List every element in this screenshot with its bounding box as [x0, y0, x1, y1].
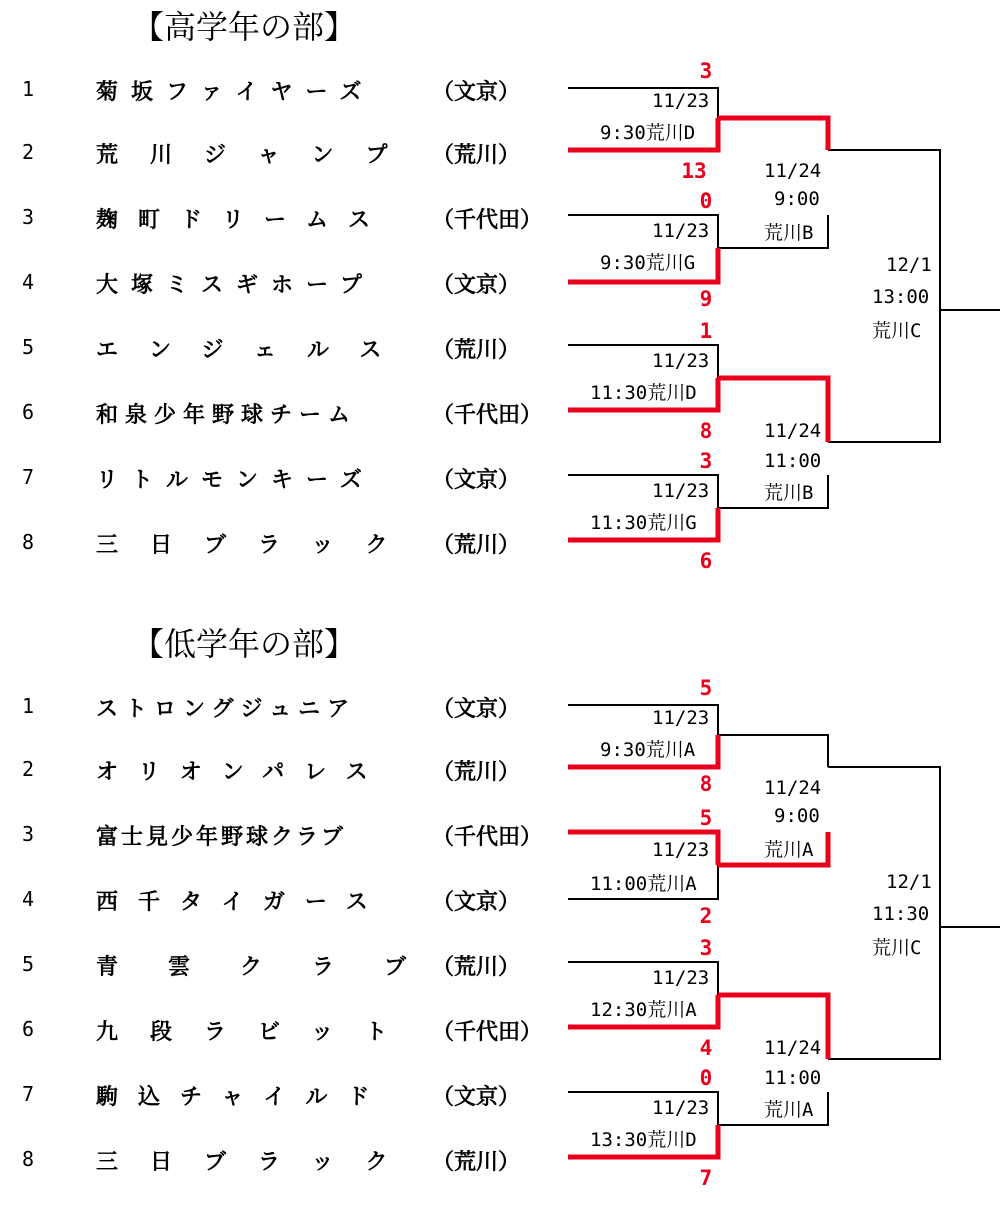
upper-team3-ward: （千代田）	[432, 208, 543, 233]
lower-m2-score-top: 5	[699, 806, 713, 830]
name-text: 青雲クラブ	[96, 955, 457, 980]
upper-team2-name	[96, 138, 461, 169]
upper-m3-time-venue: 11:30荒川D	[590, 382, 697, 404]
lower-team3-ward: （千代田）	[432, 825, 543, 850]
upper-team4-name	[96, 268, 461, 299]
upper-m1-time-venue: 9:30荒川D	[600, 122, 696, 144]
lower-m4-score-bottom: 7	[699, 1166, 713, 1190]
upper-m2-date: 11/23	[652, 220, 710, 242]
lower-team2-name	[96, 755, 461, 786]
name-text: 駒込チャイルド	[96, 1085, 390, 1110]
lower-m1-score-bottom: 8	[699, 772, 713, 796]
lower-team7-ward: （文京）	[432, 1085, 521, 1110]
upper-winner-line-semi1	[718, 118, 828, 150]
lower-team8-num: 8	[21, 1147, 35, 1171]
lower-team8-ward: （荒川）	[432, 1150, 521, 1175]
lower-bracket	[0, 617, 1000, 1217]
lower-m3-score-bottom: 4	[699, 1036, 713, 1060]
name-text: 荒川ジャンプ	[96, 143, 420, 168]
upper-team8-num: 8	[21, 530, 35, 554]
upper-m3-score-bottom: 8	[699, 419, 713, 443]
name-text: 麹町ドリームス	[96, 208, 391, 233]
lower-semi1-time: 9:00	[774, 805, 820, 827]
lower-title: 【低学年の部】	[132, 625, 357, 663]
lower-m2-date: 11/23	[652, 839, 710, 861]
lower-m2-score-bottom: 2	[699, 904, 713, 928]
name-text: ストロングジュニア	[96, 697, 357, 722]
lower-team5-name	[96, 950, 461, 981]
lower-team4-num: 4	[21, 887, 35, 911]
upper-m4-score-top: 3	[699, 449, 713, 473]
upper-m3-date: 11/23	[652, 350, 710, 372]
upper-m1-score-bottom: 13	[681, 159, 707, 183]
lower-final-date: 12/1	[886, 871, 932, 893]
lower-team5-num: 5	[21, 952, 35, 976]
upper-m4-score-bottom: 6	[699, 549, 713, 573]
lower-m4-time-venue: 13:30荒川D	[590, 1129, 697, 1151]
upper-m2-time-venue: 9:30荒川G	[600, 252, 696, 274]
name-text: 大塚ミスギホープ	[96, 273, 375, 298]
upper-semi2-venue: 荒川B	[764, 482, 814, 504]
upper-team6-ward: （千代田）	[432, 403, 543, 428]
lower-semi1-venue: 荒川A	[764, 839, 814, 861]
upper-m4-date: 11/23	[652, 480, 710, 502]
name-text: 菊坂ファイヤーズ	[96, 80, 375, 105]
name-text: 九段ラビット	[96, 1020, 420, 1045]
lower-m4-score-top: 0	[699, 1066, 713, 1090]
upper-final-date: 12/1	[886, 254, 932, 276]
upper-team8-ward: （荒川）	[432, 533, 521, 558]
lower-m3-score-top: 3	[699, 936, 713, 960]
upper-team8-name	[96, 528, 461, 559]
upper-team7-name	[96, 463, 461, 494]
lower-semi2-venue: 荒川A	[764, 1099, 814, 1121]
name-text: オリオンパレス	[96, 760, 388, 785]
upper-team6-name	[96, 398, 461, 429]
lower-team8-name	[96, 1145, 461, 1176]
upper-final-venue: 荒川C	[872, 320, 922, 342]
upper-team1-name	[96, 75, 414, 106]
upper-m1-score-top: 3	[699, 59, 713, 83]
lower-team7-name	[96, 1080, 461, 1111]
upper-semi1-time: 9:00	[774, 188, 820, 210]
name-text: エンジェルス	[96, 338, 413, 363]
lower-final-venue: 荒川C	[872, 937, 922, 959]
upper-team7-ward: （文京）	[432, 468, 521, 493]
upper-team3-num: 3	[21, 205, 35, 229]
lower-semi2-time: 11:00	[764, 1067, 822, 1089]
lower-team1-name	[96, 692, 461, 723]
lower-m2-time-venue: 11:00荒川A	[590, 873, 697, 895]
lower-m1-score-top: 5	[699, 676, 713, 700]
lower-team2-num: 2	[21, 757, 35, 781]
name-text: 富士見少年野球クラブ	[96, 825, 347, 850]
upper-team7-num: 7	[21, 465, 35, 489]
lower-team7-num: 7	[21, 1082, 35, 1106]
lower-team1-ward: （文京）	[432, 697, 521, 722]
upper-team1-num: 1	[21, 77, 35, 101]
lower-team6-name	[96, 1015, 461, 1046]
lower-m3-date: 11/23	[652, 967, 710, 989]
upper-m2-score-bottom: 9	[699, 287, 713, 311]
upper-m2-score-top: 0	[699, 189, 713, 213]
lower-m1-date: 11/23	[652, 707, 710, 729]
name-text: リトルモンキーズ	[96, 468, 375, 493]
upper-team1-ward: （文京）	[432, 80, 521, 105]
upper-semi2-date: 11/24	[764, 420, 822, 442]
upper-team4-ward: （文京）	[432, 273, 521, 298]
upper-team2-num: 2	[21, 140, 35, 164]
upper-team5-num: 5	[21, 335, 35, 359]
lower-team4-name	[96, 885, 461, 916]
upper-team5-name	[96, 333, 461, 364]
lower-team3-num: 3	[21, 822, 35, 846]
upper-team5-ward: （荒川）	[432, 338, 521, 363]
lower-team1-num: 1	[21, 694, 35, 718]
upper-semi2-time: 11:00	[764, 450, 822, 472]
lower-team6-ward: （千代田）	[432, 1020, 543, 1045]
upper-semi1-date: 11/24	[764, 160, 822, 182]
lower-m3-time-venue: 12:30荒川A	[590, 999, 697, 1021]
name-text: 三日ブラック	[96, 533, 420, 558]
upper-semi1-venue: 荒川B	[764, 222, 814, 244]
lower-line-semi1-loser	[718, 735, 828, 767]
name-text: 西千タイガース	[96, 890, 388, 915]
lower-team5-ward: （荒川）	[432, 955, 521, 980]
lower-team4-ward: （文京）	[432, 890, 521, 915]
upper-m3-score-top: 1	[699, 319, 713, 343]
upper-final-time: 13:00	[872, 286, 930, 308]
lower-final-time: 11:30	[872, 903, 930, 925]
lower-m1-time-venue: 9:30荒川A	[600, 739, 696, 761]
upper-team2-ward: （荒川）	[432, 143, 521, 168]
upper-team4-num: 4	[21, 270, 35, 294]
upper-title: 【高学年の部】	[132, 8, 357, 46]
lower-semi1-date: 11/24	[764, 777, 822, 799]
lower-semi2-date: 11/24	[764, 1037, 822, 1059]
lower-team6-num: 6	[21, 1017, 35, 1041]
name-text: 和泉少年野球チーム	[96, 403, 358, 428]
upper-team3-name	[96, 203, 461, 234]
upper-bracket	[0, 0, 1000, 600]
lower-team3-name	[96, 820, 461, 851]
lower-team2-ward: （荒川）	[432, 760, 521, 785]
name-text: 三日ブラック	[96, 1150, 420, 1175]
upper-m1-date: 11/23	[652, 90, 710, 112]
upper-team6-num: 6	[21, 400, 35, 424]
lower-m4-date: 11/23	[652, 1097, 710, 1119]
upper-m4-time-venue: 11:30荒川G	[590, 512, 697, 534]
